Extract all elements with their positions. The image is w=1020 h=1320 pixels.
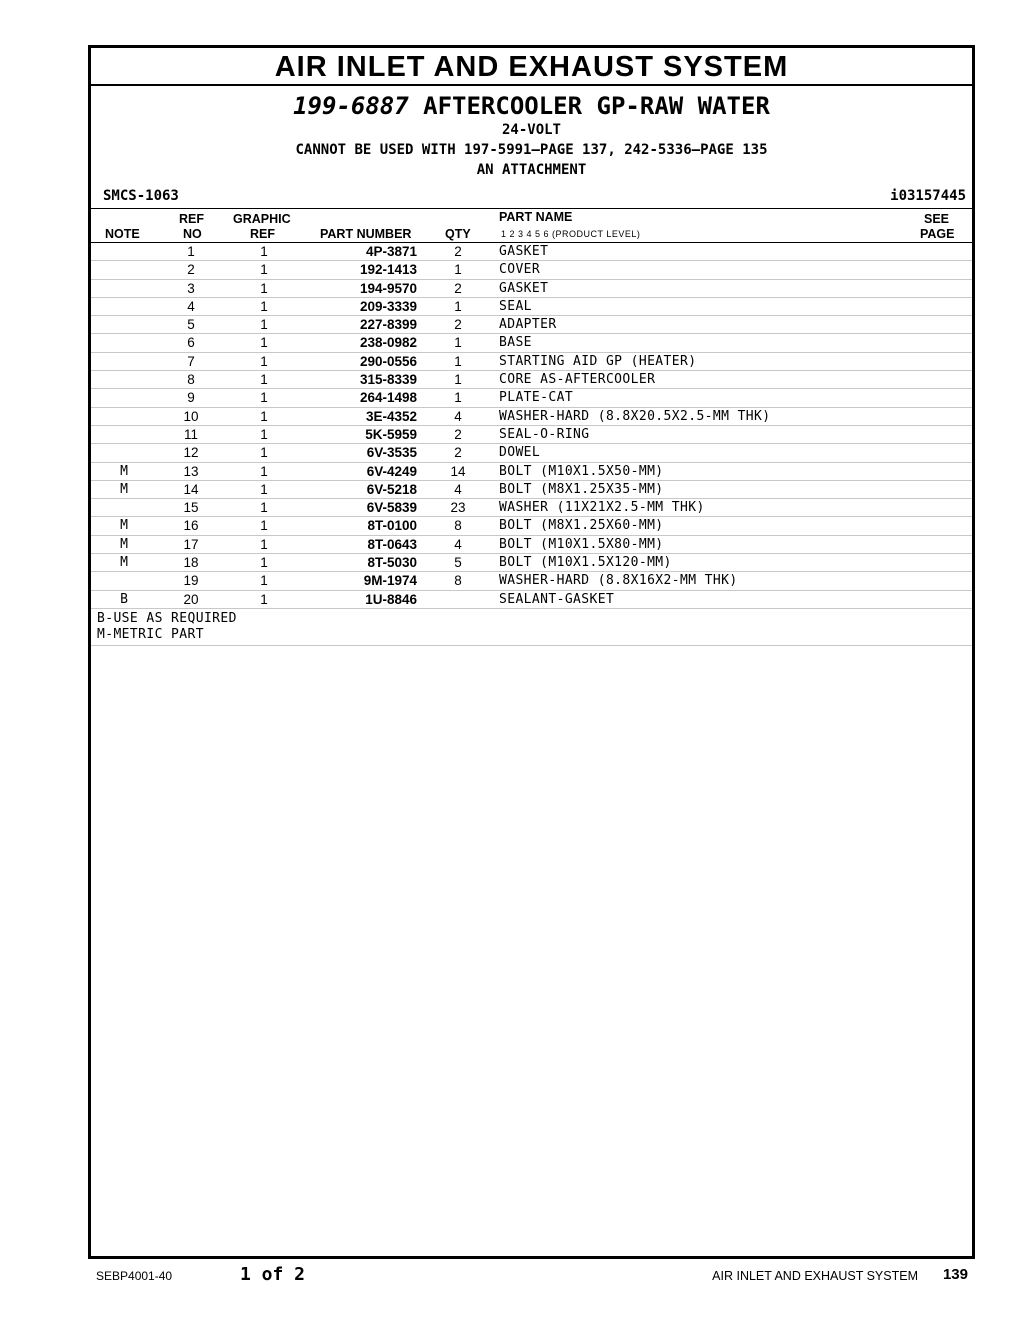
qty-cell: 1 [454, 298, 462, 314]
col-qty: QTY [445, 227, 471, 241]
qty-cell: 8 [454, 573, 462, 589]
part-number-cell: 5K-5959 [365, 426, 417, 442]
part-name-cell: ADAPTER [499, 317, 557, 333]
part-name-cell: COVER [499, 262, 541, 278]
part-name-cell: BOLT (M8X1.25X35-MM) [499, 481, 664, 497]
ref-no-cell: 5 [187, 317, 195, 333]
qty-cell: 23 [450, 500, 466, 516]
graphic-ref-cell: 1 [260, 555, 268, 571]
ref-no-cell: 13 [183, 463, 199, 479]
ref-no-cell: 1 [187, 244, 195, 259]
qty-cell: 2 [454, 280, 462, 296]
note-cell: M [120, 481, 128, 497]
part-number-cell: 238-0982 [359, 335, 417, 351]
graphic-ref-cell: 1 [260, 353, 268, 369]
qty-cell: 1 [454, 390, 462, 406]
graphic-ref-cell: 1 [260, 408, 268, 424]
table-row [91, 334, 972, 352]
part-name-cell: STARTING AID GP (HEATER) [499, 353, 697, 369]
table-row [91, 426, 972, 444]
ref-no-cell: 10 [183, 408, 199, 424]
ref-no-cell: 6 [187, 335, 195, 351]
part-name-cell: BASE [499, 335, 532, 351]
qty-cell: 1 [454, 353, 462, 369]
graphic-ref-cell: 1 [260, 536, 268, 552]
col-graphic-top: GRAPHIC [233, 212, 291, 226]
table-row [91, 261, 972, 279]
graphic-ref-cell: 1 [260, 426, 268, 442]
part-number-cell: 264-1498 [359, 390, 417, 406]
part-number-cell: 209-3339 [359, 298, 417, 314]
part-name-cell: BOLT (M10X1.5X50-MM) [499, 463, 664, 479]
note-cell: M [120, 518, 128, 534]
illustration-id: i03157445 [890, 188, 966, 204]
ref-no-cell: 19 [183, 573, 199, 589]
ref-no-cell: 7 [187, 353, 195, 369]
qty-cell: 5 [454, 555, 462, 571]
graphic-ref-cell: 1 [260, 573, 268, 589]
graphic-ref-cell: 1 [260, 390, 268, 406]
part-name-cell: GASKET [499, 244, 549, 259]
qty-cell: 1 [454, 335, 462, 351]
table-row [91, 280, 972, 298]
col-part-number: PART NUMBER [320, 227, 412, 241]
part-number-cell: 290-0556 [359, 353, 417, 369]
ref-no-cell: 2 [187, 262, 195, 278]
doc-number: SEBP4001-40 [96, 1269, 173, 1283]
part-name-cell: SEAL [499, 298, 532, 314]
ref-no-cell: 9 [187, 390, 195, 406]
ref-no-cell: 12 [183, 445, 199, 461]
table-row [91, 371, 972, 389]
graphic-ref-cell: 1 [260, 372, 268, 388]
attachment-line: AN ATTACHMENT [476, 162, 587, 178]
graphic-ref-cell: 1 [260, 500, 268, 516]
note-cell: B [120, 591, 128, 607]
table-row [91, 389, 972, 407]
part-name-cell: SEALANT-GASKET [499, 591, 615, 607]
part-number-cell: 3E-4352 [365, 408, 417, 424]
table-row [91, 444, 972, 462]
col-ref-top: REF [179, 212, 204, 226]
qty-cell: 4 [454, 481, 462, 497]
qty-cell: 4 [454, 408, 462, 424]
part-number-cell: 1U-8846 [365, 591, 417, 607]
ref-no-cell: 15 [183, 500, 199, 516]
qty-cell: 14 [450, 463, 466, 479]
part-name-cell: DOWEL [499, 445, 541, 461]
qty-cell: 8 [454, 518, 462, 534]
part-number-cell: 6V-5839 [366, 500, 417, 516]
page-number: 139 [942, 1266, 968, 1283]
part-name-cell: BOLT (M10X1.5X80-MM) [499, 536, 664, 552]
smcs-row [91, 185, 972, 209]
part-name-cell: WASHER-HARD (8.8X20.5X2.5-MM THK) [499, 408, 771, 424]
table-header [91, 209, 972, 243]
ref-no-cell: 14 [183, 481, 199, 497]
qty-cell: 2 [454, 317, 462, 333]
section-title: AIR INLET AND EXHAUST SYSTEM [91, 48, 972, 86]
table-row [91, 463, 972, 481]
part-number-cell: 4P-3871 [365, 244, 417, 259]
table-row [91, 536, 972, 554]
note-cell: M [120, 463, 128, 479]
col-graphic-bottom: REF [250, 227, 275, 241]
table-row [91, 353, 972, 371]
note-m: M-METRIC PART [97, 626, 204, 642]
graphic-ref-cell: 1 [260, 262, 268, 278]
table-row [91, 243, 972, 261]
part-number-cell: 8T-0100 [367, 518, 417, 534]
part-name-cell: PLATE-CAT [499, 390, 574, 406]
part-name-cell: WASHER (11X21X2.5-MM THK) [499, 500, 705, 516]
ref-no-cell: 3 [187, 280, 195, 296]
group-title [91, 92, 972, 120]
table-row [91, 517, 972, 535]
ref-no-cell: 20 [183, 591, 199, 607]
table-row [91, 481, 972, 499]
note-cell: M [120, 536, 128, 552]
ref-no-cell: 11 [183, 426, 198, 442]
table-row [91, 316, 972, 334]
ref-no-cell: 18 [183, 555, 199, 571]
page-footer [96, 1264, 968, 1288]
part-name-cell: BOLT (M10X1.5X120-MM) [499, 555, 672, 571]
ref-no-cell: 17 [183, 536, 199, 552]
part-number-cell: 227-8399 [359, 317, 417, 333]
part-number-cell: 8T-0643 [367, 536, 417, 552]
footer-section: AIR INLET AND EXHAUST SYSTEM [712, 1269, 918, 1283]
note-cell: M [120, 555, 128, 571]
part-name-cell: SEAL-O-RING [499, 426, 590, 442]
ref-no-cell: 4 [187, 298, 195, 314]
compatibility-line: CANNOT BE USED WITH 197-5991—PAGE 137, 242-5336—PAGE 135 [295, 142, 768, 158]
col-part-name: PART NAME [499, 210, 573, 224]
qty-cell: 1 [454, 372, 462, 388]
page-of: 1 of 2 [240, 1264, 306, 1285]
part-name-cell: BOLT (M8X1.25X60-MM) [499, 518, 664, 534]
graphic-ref-cell: 1 [260, 298, 268, 314]
part-number-cell: 192-1413 [359, 262, 417, 278]
table-row [91, 298, 972, 316]
graphic-ref-cell: 1 [260, 445, 268, 461]
part-name-cell: WASHER-HARD (8.8X16X2-MM THK) [499, 573, 738, 589]
ref-no-cell: 8 [187, 372, 195, 388]
qty-cell: 2 [454, 445, 462, 461]
qty-cell: 2 [454, 426, 462, 442]
part-number-cell: 9M-1974 [363, 573, 417, 589]
part-number-cell: 6V-3535 [366, 445, 417, 461]
part-number-cell: 6V-4249 [366, 463, 417, 479]
graphic-ref-cell: 1 [260, 317, 268, 333]
part-number-cell: 6V-5218 [366, 481, 417, 497]
graphic-ref-cell: 1 [260, 335, 268, 351]
graphic-ref-cell: 1 [260, 463, 268, 479]
part-number-cell: 194-9570 [359, 280, 417, 296]
part-name-cell: CORE AS-AFTERCOOLER [499, 372, 656, 388]
smcs-code: SMCS-1063 [103, 188, 179, 204]
part-number-cell: 8T-5030 [367, 555, 417, 571]
parts-list [91, 243, 972, 609]
table-row [91, 499, 972, 517]
col-see-bottom: PAGE [920, 227, 955, 241]
col-see-top: SEE [924, 212, 950, 226]
graphic-ref-cell: 1 [260, 481, 268, 497]
table-row [91, 554, 972, 572]
parts-page-frame [88, 45, 975, 1259]
qty-cell: 4 [454, 536, 462, 552]
group-part-number: 199-6887 [293, 92, 409, 120]
table-row [91, 572, 972, 590]
col-product-level: 1 2 3 4 5 6 (PRODUCT LEVEL) [501, 229, 641, 239]
graphic-ref-cell: 1 [260, 280, 268, 296]
graphic-ref-cell: 1 [260, 518, 268, 534]
graphic-ref-cell: 1 [260, 244, 268, 259]
table-row [91, 591, 972, 609]
qty-cell: 1 [454, 262, 462, 278]
part-number-cell: 315-8339 [359, 372, 417, 388]
part-name-cell: GASKET [499, 280, 549, 296]
table-row [91, 408, 972, 426]
voltage-line: 24-VOLT [501, 122, 561, 138]
note-b: B-USE AS REQUIRED [97, 610, 237, 626]
ref-no-cell: 16 [183, 518, 199, 534]
graphic-ref-cell: 1 [260, 591, 268, 607]
col-ref-bottom: NO [183, 227, 202, 241]
notes-block [91, 609, 972, 646]
col-note: NOTE [105, 227, 140, 241]
qty-cell: 2 [454, 244, 462, 259]
group-name: AFTERCOOLER GP-RAW WATER [423, 92, 770, 120]
